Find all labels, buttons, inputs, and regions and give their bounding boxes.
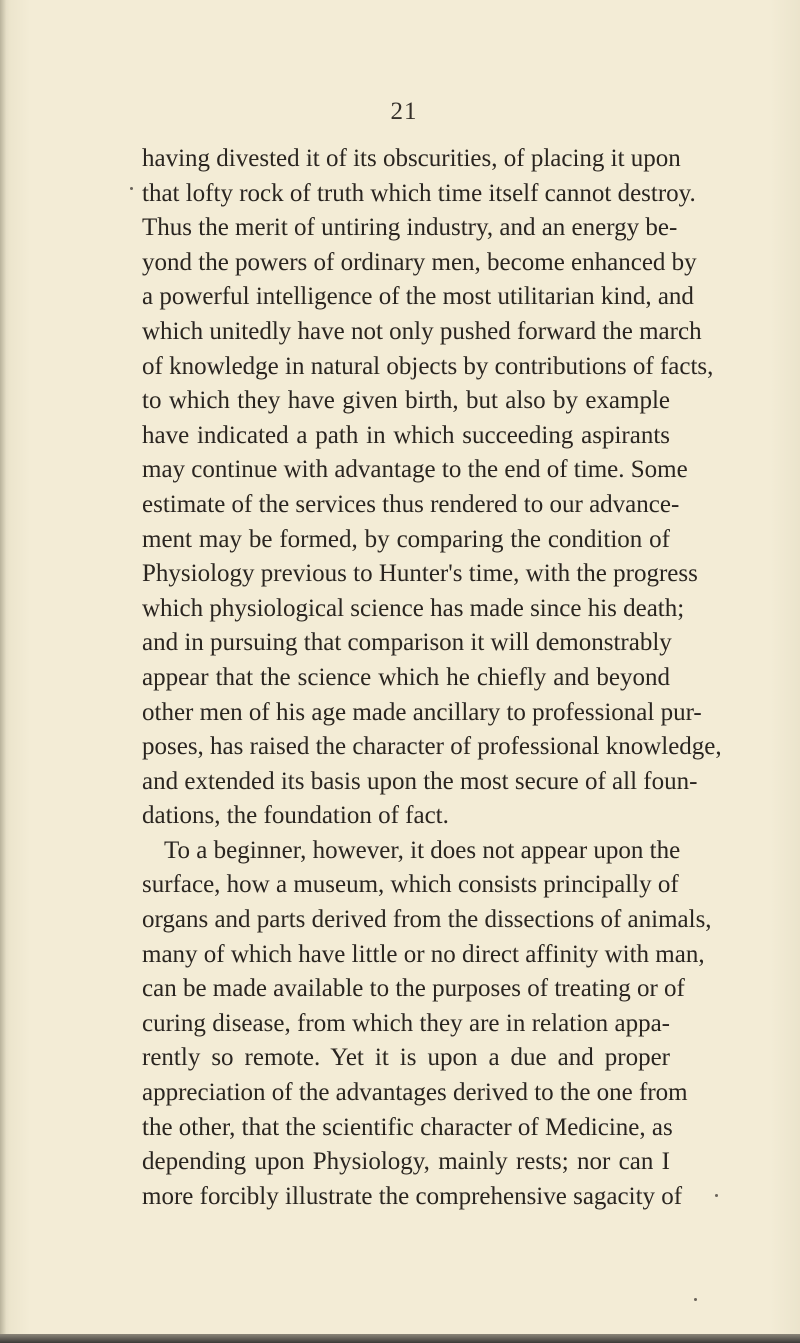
text-line: rently so remote. Yet it is upon a due and proper <box>142 1044 670 1072</box>
text-line: dations, the foundation of fact. <box>142 802 449 830</box>
text-line: that lofty rock of truth which time itself cannot destroy. <box>142 179 696 207</box>
text-line: the other, that the scientific character of Medicine, as <box>142 1113 673 1141</box>
text-line: poses, has raised the character of professional knowledge, <box>142 733 722 761</box>
text-line: have indicated a path in which succeeding aspirants <box>142 421 670 449</box>
paper-speck <box>130 187 133 190</box>
text-line: which unitedly have not only pushed forward the march <box>142 317 702 345</box>
text-line: depending upon Physiology, mainly rests; nor can I <box>142 1148 670 1176</box>
text-line: to which they have given birth, but also by example <box>142 387 670 415</box>
text-line: curing disease, from which they are in relation appa- <box>142 1009 670 1037</box>
text-line: and in pursuing that comparison it will demonstrably <box>142 629 672 657</box>
text-line: more forcibly illustrate the comprehensive sagacity of <box>142 1182 683 1210</box>
text-line: other men of his age made ancillary to professional pur- <box>142 698 702 726</box>
text-line: ment may be formed, by comparing the condition of <box>142 525 670 553</box>
text-line: appear that the science which he chiefly and beyond <box>142 663 670 691</box>
text-line: Thus the merit of untiring industry, and an energy be- <box>142 214 678 242</box>
text-line: organs and parts derived from the dissections of animals, <box>142 906 712 934</box>
text-line: many of which have little or no direct affinity with man, <box>142 940 705 968</box>
binding-shadow <box>0 0 6 1343</box>
text-line: surface, how a museum, which consists principally of <box>142 871 679 899</box>
paper-speck <box>715 1194 718 1197</box>
text-line: estimate of the services thus rendered to our advance- <box>142 490 680 518</box>
text-line: which physiological science has made since his death; <box>142 594 685 622</box>
paper-speck <box>694 1298 697 1301</box>
text-line: Physiology previous to Hunter's time, with the progress <box>142 560 698 588</box>
text-line: may continue with advantage to the end of time. Some <box>142 456 688 484</box>
text-line: having divested it of its obscurities, of placing it upon <box>142 145 681 172</box>
text-line: of knowledge in natural objects by contributions of facts, <box>142 352 714 380</box>
text-line: To a beginner, however, it does not appear upon the <box>164 836 681 864</box>
text-line: yond the powers of ordinary men, become enhanced by <box>142 248 697 276</box>
page-number: 21 <box>390 98 418 125</box>
text-line: a powerful intelligence of the most utilitarian kind, and <box>142 283 694 311</box>
text-line: appreciation of the advantages derived to the one from <box>142 1079 688 1107</box>
text-line: and extended its basis upon the most secure of all foun- <box>142 767 698 795</box>
page-bottom-edge <box>0 1334 800 1343</box>
body-text <box>142 142 722 1214</box>
text-line: can be made available to the purposes of treating or of <box>142 975 685 1003</box>
